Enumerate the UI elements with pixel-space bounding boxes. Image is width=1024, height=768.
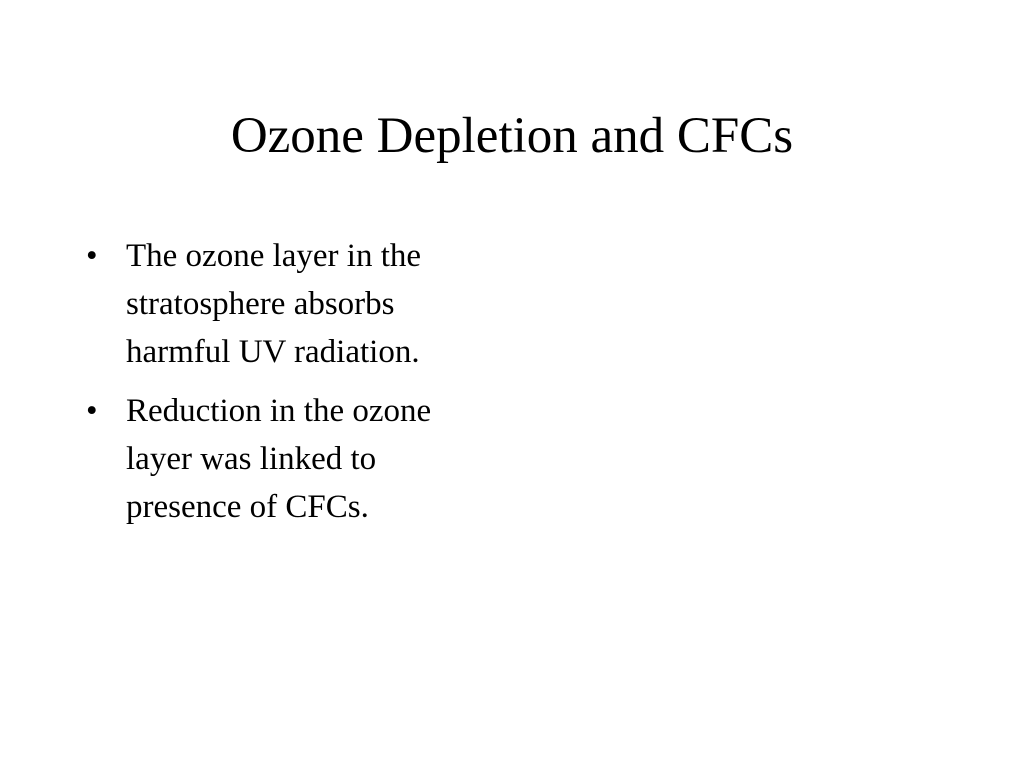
bullet-text-line: The ozone layer in the bbox=[126, 238, 422, 274]
bullet-text-line: presence of CFCs. bbox=[126, 489, 369, 525]
bullet-item-cfc-link bbox=[86, 387, 526, 531]
bullet-text-line: Reduction in the ozone bbox=[126, 393, 432, 429]
bullet-marker: • bbox=[86, 238, 98, 274]
slide-title: Ozone Depletion and CFCs bbox=[230, 108, 794, 164]
bullet-text-line: harmful UV radiation. bbox=[126, 334, 420, 370]
bullet-marker: • bbox=[86, 393, 98, 429]
bullet-text-line: layer was linked to bbox=[126, 441, 377, 477]
bullet-list bbox=[86, 232, 526, 542]
bullet-text-line: stratosphere absorbs bbox=[126, 286, 395, 322]
bullet-item-ozone-layer bbox=[86, 232, 526, 376]
